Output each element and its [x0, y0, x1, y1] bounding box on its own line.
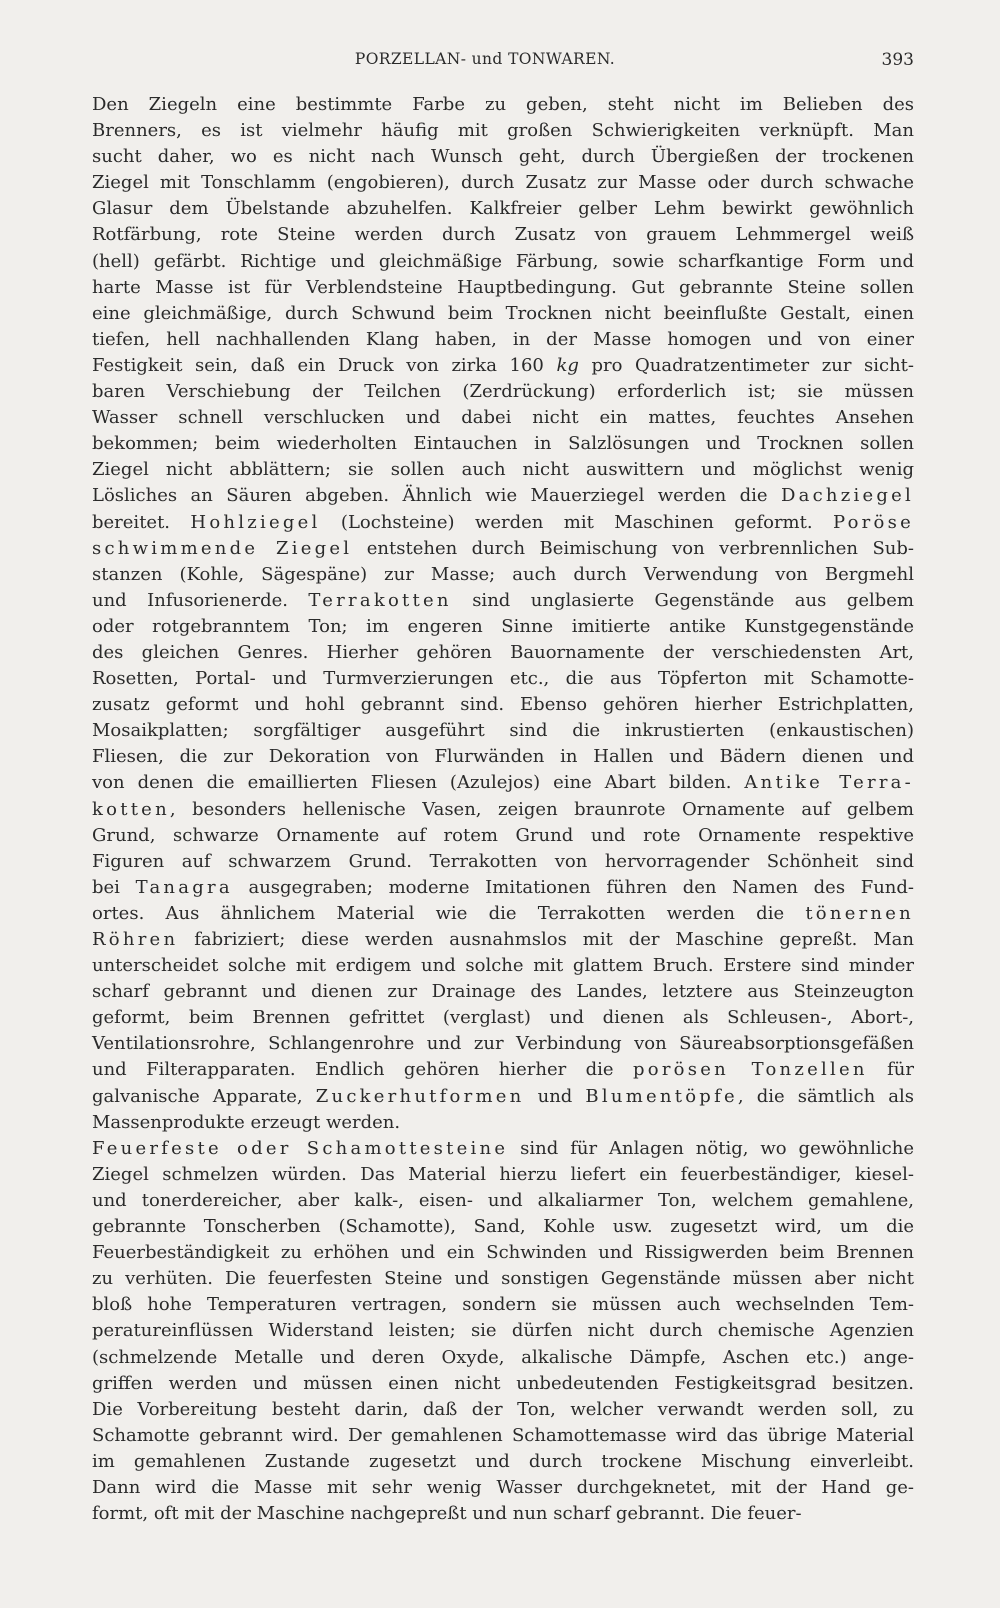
- spaced-emphasis: tönernen: [805, 902, 914, 924]
- text-run: für: [867, 1059, 914, 1081]
- spaced-emphasis: Zuckerhutformen: [315, 1085, 525, 1107]
- text-line: [56, 849, 914, 875]
- text-run: Massenprodukte erzeugt werden.: [92, 1111, 401, 1133]
- text-run: harte Masse ist für Verblendsteine Hauptbedingung. Gut gebrannte Steine sollen: [92, 276, 914, 298]
- text-run: griffen werden und müssen einen nicht unbedeutenden Festigkeitsgrad besitzen.: [92, 1372, 914, 1394]
- text-line: [56, 875, 914, 901]
- text-run: Lösliches an Säuren abgeben. Ähnlich wie Mauerziegel werden die: [92, 485, 781, 507]
- text-line: [56, 301, 914, 327]
- text-line: [56, 170, 914, 196]
- text-run: und: [524, 1085, 586, 1107]
- spaced-emphasis: Antike Terra-: [744, 772, 914, 794]
- text-run: im gemahlenen Zustande zugesetzt und durch trockene Mischung einverleibt.: [92, 1450, 914, 1472]
- text-line: [56, 1501, 914, 1527]
- text-run: Den Ziegeln eine bestimmte Farbe zu geben, steht nicht im Belieben des: [92, 94, 914, 115]
- spaced-emphasis: porösen Tonzellen: [633, 1059, 868, 1081]
- spaced-emphasis: Poröse: [832, 511, 914, 533]
- text-run: baren Verschiebung der Teilchen (Zerdrückung) erforderlich ist; sie müssen: [92, 381, 914, 403]
- text-run: bei: [92, 876, 136, 898]
- text-run: (Lochsteine) werden mit Maschinen geformt.: [320, 511, 833, 533]
- text-line: [56, 797, 914, 823]
- text-run: sind für Anlagen nötig, wo gewöhnliche: [508, 1137, 914, 1159]
- text-run: galvanische Apparate,: [92, 1085, 316, 1107]
- text-line: [56, 1292, 914, 1318]
- text-run: Dann wird die Masse mit sehr wenig Wasser durchgeknetet, mit der Hand ge-: [92, 1476, 914, 1498]
- body-text: [56, 92, 914, 1527]
- text-run: , besonders hellenische Vasen, zeigen braunrote Ornamente auf gelbem: [169, 798, 914, 820]
- text-line: [56, 901, 914, 927]
- spaced-emphasis: schwimmende Ziegel: [92, 537, 353, 559]
- text-line: [56, 196, 914, 222]
- text-line: [56, 562, 914, 588]
- text-run: Fliesen, die zur Dekoration von Flurwänden in Hallen und Bädern dienen und: [92, 746, 914, 768]
- text-line: [56, 770, 914, 796]
- text-run: Schamotte gebrannt wird. Der gemahlenen Schamottemasse wird das übrige Material: [92, 1424, 914, 1446]
- text-line: [56, 1214, 914, 1240]
- spaced-emphasis: Tanagra: [135, 876, 233, 898]
- text-line: [56, 379, 914, 405]
- text-run: (schmelzende Metalle und deren Oxyde, alkalische Dämpfe, Aschen etc.) ange-: [92, 1346, 914, 1368]
- text-run: Wasser schnell verschlucken und dabei nicht ein mattes, feuchtes Ansehen: [92, 407, 914, 429]
- text-line: [56, 536, 914, 562]
- text-line: [56, 1371, 914, 1397]
- text-run: gebrannte Tonscherben (Schamotte), Sand, Kohle usw. zugesetzt wird, um die: [92, 1216, 914, 1238]
- text-run: tiefen, hell nachhallenden Klang haben, in der Masse homogen und von einer: [92, 328, 914, 350]
- running-head: PORZELLAN- und TONWAREN.: [354, 50, 616, 68]
- spaced-emphasis: Feuerfeste oder Schamottesteine: [92, 1137, 509, 1159]
- paragraph: [56, 92, 914, 1136]
- text-line: [56, 666, 914, 692]
- text-line: [56, 222, 914, 248]
- spaced-emphasis: Blumentöpfe: [585, 1085, 738, 1107]
- text-run: Rotfärbung, rote Steine werden durch Zusatz von grauem Lehmmergel weiß: [92, 224, 914, 246]
- text-run: und Infusorienerde.: [92, 589, 309, 611]
- text-run: Ventilationsrohre, Schlangenrohre und zur Verbindung von Säureabsorptionsgefäßen: [92, 1033, 914, 1055]
- text-run: eine gleichmäßige, durch Schwund beim Trocknen nicht beeinflußte Gestalt, einen: [92, 302, 914, 324]
- text-line: [56, 249, 914, 275]
- text-run: bereitet.: [92, 511, 191, 533]
- text-line: [56, 718, 914, 744]
- text-line: [56, 744, 914, 770]
- page-header: [56, 50, 914, 80]
- text-run: Ziegel mit Tonschlamm (engobieren), durch Zusatz zur Masse oder durch schwache: [92, 172, 914, 194]
- text-line: [56, 1110, 914, 1136]
- spaced-emphasis: Röhren: [92, 929, 179, 950]
- text-line: [56, 1423, 914, 1449]
- text-run: bloß hohe Temperaturen vertragen, sondern sie müssen auch wechselnden Tem-: [92, 1294, 914, 1316]
- text-line: [56, 1318, 914, 1344]
- text-run: Mosaikplatten; sorgfältiger ausgeführt sind die inkrustierten (enkaustischen): [92, 720, 914, 742]
- text-run: bekommen; beim wiederholten Eintauchen in Salzlösungen und Trocknen sollen: [92, 433, 914, 455]
- text-run: entstehen durch Beimischung von verbrennlichen Sub-: [352, 537, 914, 559]
- text-run: Grund, schwarze Ornamente auf rotem Grund und rote Ornamente respektive: [92, 824, 914, 846]
- text-run: Ziegel nicht abblättern; sie sollen auch nicht auswittern und möglichst wenig: [92, 459, 914, 481]
- text-run: Feuerbeständigkeit zu erhöhen und ein Schwinden und Rissigwerden beim Brennen: [92, 1242, 914, 1264]
- text-run: ortes. Aus ähnlichem Material wie die Terrakotten werden die: [92, 902, 806, 924]
- text-run: peratureinflüssen Widerstand leisten; sie dürfen nicht durch chemische Agenzien: [92, 1320, 914, 1342]
- text-run: zu verhüten. Die feuerfesten Steine und sonstigen Gegenstände müssen aber nicht: [92, 1268, 914, 1290]
- text-run: Ziegel schmelzen würden. Das Material hierzu liefert ein feuerbeständiger, kiesel-: [92, 1163, 914, 1185]
- text-line: [56, 1031, 914, 1057]
- text-run: zusatz geformt und hohl gebrannt sind. Ebenso gehören hierher Estrichplatten,: [92, 694, 914, 716]
- text-run: sind unglasierte Gegenstände aus gelbem: [451, 589, 914, 611]
- spaced-emphasis: kotten: [92, 798, 170, 820]
- text-line: [56, 927, 914, 953]
- text-line: [56, 1266, 914, 1292]
- text-run: Rosetten, Portal- und Turmverzierungen etc., die aus Töpferton mit Schamotte-: [92, 668, 914, 690]
- text-run: , die sämtlich als: [737, 1085, 914, 1107]
- text-line: [56, 979, 914, 1005]
- text-run: geformt, beim Brennen gefrittet (verglast) und dienen als Schleusen-, Abort-,: [92, 1007, 914, 1029]
- text-line: [56, 118, 914, 144]
- text-line: [56, 640, 914, 666]
- text-run: fabriziert; diese werden ausnahmslos mit der Maschine gepreßt. Man: [178, 929, 914, 950]
- text-line: [56, 431, 914, 457]
- text-line: [56, 1397, 914, 1423]
- text-run: und tonerdereicher, aber kalk-, eisen- und alkaliarmer Ton, welchem gemahlene,: [92, 1189, 914, 1211]
- text-line: [56, 1188, 914, 1214]
- text-run: oder rotgebranntem Ton; im engeren Sinne imitierte antike Kunstgegenstände: [92, 615, 914, 637]
- text-run: stanzen (Kohle, Sägespäne) zur Masse; auch durch Verwendung von Bergmehl: [92, 563, 914, 585]
- text-line: [56, 353, 914, 379]
- text-line: [56, 953, 914, 979]
- text-run: Glasur dem Übelstande abzuhelfen. Kalkfreier gelber Lehm bewirkt gewöhnlich: [92, 198, 914, 220]
- text-run: formt, oft mit der Maschine nachgepreßt und nun scharf gebrannt. Die feuer-: [92, 1503, 802, 1525]
- text-line: [56, 1084, 914, 1110]
- text-run: Figuren auf schwarzem Grund. Terrakotten von hervorragender Schönheit sind: [92, 850, 914, 872]
- text-run: pro Quadratzentimeter zur sicht-: [578, 354, 914, 376]
- text-line: [56, 1475, 914, 1501]
- text-run: scharf gebrannt und dienen zur Drainage des Landes, letztere aus Steinzeugton: [92, 981, 914, 1003]
- text-line: [56, 823, 914, 849]
- text-run: Festigkeit sein, daß ein Druck von zirka 160: [92, 354, 557, 376]
- text-line: [56, 1345, 914, 1371]
- italic-unit: kg: [556, 354, 579, 376]
- text-line: [56, 588, 914, 614]
- text-run: sucht daher, wo es nicht nach Wunsch geht, durch Übergießen der trockenen: [92, 146, 914, 168]
- text-line: [56, 510, 914, 536]
- text-run: (hell) gefärbt. Richtige und gleichmäßige Färbung, sowie scharfkantige Form und: [92, 250, 914, 272]
- paragraph: [56, 1136, 914, 1527]
- text-line: [56, 1057, 914, 1083]
- text-line: [56, 1162, 914, 1188]
- text-run: von denen die emaillierten Fliesen (Azulejos) eine Abart bilden.: [92, 772, 745, 794]
- text-line: [56, 457, 914, 483]
- text-run: Die Vorbereitung besteht darin, daß der Ton, welcher verwandt werden soll, zu: [92, 1398, 914, 1420]
- text-run: des gleichen Genres. Hierher gehören Bauornamente der verschiedensten Art,: [92, 641, 914, 663]
- text-line: [56, 692, 914, 718]
- text-run: Brenners, es ist vielmehr häufig mit großen Schwierigkeiten verknüpft. Man: [92, 120, 914, 142]
- text-run: und Filterapparaten. Endlich gehören hierher die: [92, 1059, 633, 1081]
- text-line: [56, 144, 914, 170]
- text-line: [56, 1240, 914, 1266]
- text-line: [56, 405, 914, 431]
- text-line: [56, 92, 914, 118]
- text-line: [56, 1136, 914, 1162]
- spaced-emphasis: Hohlziegel: [190, 511, 321, 533]
- text-line: [56, 1005, 914, 1031]
- text-run: ausgegraben; moderne Imitationen führen den Namen des Fund-: [232, 876, 915, 898]
- spaced-emphasis: Dachziegel: [780, 485, 914, 507]
- spaced-emphasis: Terrakotten: [308, 589, 452, 611]
- text-line: [56, 327, 914, 353]
- text-line: [56, 483, 914, 509]
- text-line: [56, 1449, 914, 1475]
- text-line: [56, 275, 914, 301]
- page-number: 393: [881, 50, 914, 70]
- text-run: unterscheidet solche mit erdigem und solche mit glattem Bruch. Erstere sind minder: [92, 955, 914, 977]
- text-line: [56, 614, 914, 640]
